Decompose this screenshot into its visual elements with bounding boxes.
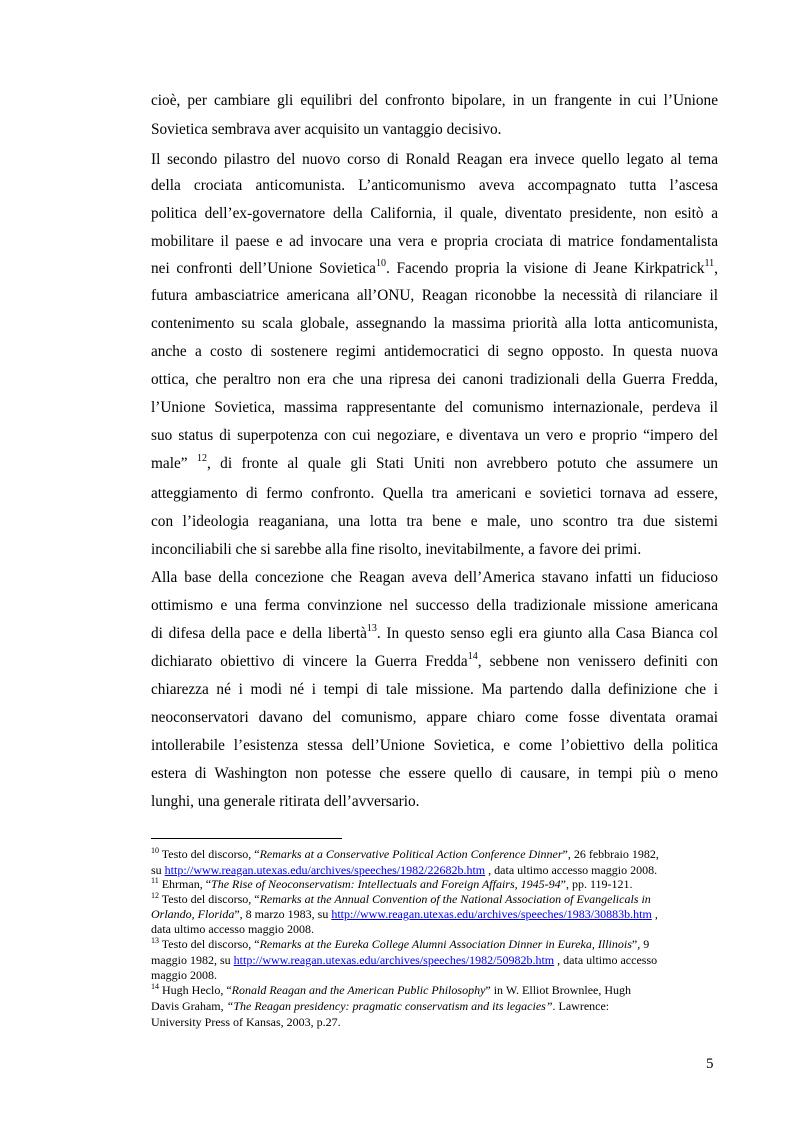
footnote-link[interactable]: http://www.reagan.utexas.edu/archives/speeches/1982/22682b.htm [164,863,486,877]
footnote-text: Testo del discorso, “ [159,847,260,861]
body-line: lunghi, una generale ritirata dell’avversario. [151,793,420,810]
footnote-13-line-2 [151,953,726,967]
body-line [151,624,718,644]
footnote-title: “The Reagan presidency: pragmatic conservatism and its legacies” [226,999,553,1013]
body-line: futura ambasciatrice americana all’ONU, Reagan riconobbe la necessità di rilanciare il [151,287,718,304]
footnote-text: Hugh Heclo, “ [159,983,232,997]
footnote-12-line-2 [151,907,726,921]
footnote-separator [151,838,342,839]
body-line: mobilitare il paese e ad invocare una vera e propria crociata di matrice fondamentalista [151,233,718,250]
footnote-title: Orlando, Florida [151,907,235,921]
body-text-segment: . In questo senso egli era giunto alla Casa Bianca col [376,625,718,642]
body-line: chiarezza né i modi né i tempi di tale missione. Ma partendo dalla definizione che i [151,681,718,698]
body-line: contenimento su scala globale, assegnando la massima priorità alla lotta anticomunista, [151,315,718,332]
footnote-text: ”, 9 [631,937,650,951]
footnote-reference: 12 [196,452,207,464]
footnote-reference: 10 [375,257,386,269]
footnote-reference: 11 [704,257,715,269]
footnote-11-line-1 [151,877,726,891]
body-text-segment: di difesa della pace e della libertà [151,625,367,642]
body-text-segment: , [714,260,718,277]
body-line: anche a costo di sostenere regimi antidemocratici di segno opposto. In questa nuova [151,343,718,360]
footnote-title: Ronald Reagan and the American Public Philosophy [231,983,486,997]
footnote-text: ”, pp. 119-121. [560,877,633,891]
body-text-segment: , sebbene non venissero definiti con [477,653,719,670]
footnote-13-line-3 [151,968,726,982]
body-text-segment: dichiarato obiettivo di vincere la Guerra Fredda [151,653,468,670]
body-line: ottica, che peraltro non era che una ripresa dei canoni tradizionali della Guerra Fredda, [151,371,718,388]
body-line: intollerabile l’esistenza stessa dell’Unione Sovietica, e come l’obiettivo della politica [151,737,718,754]
footnote-number: 13 [151,936,159,945]
footnote-text: . Lawrence: [552,999,610,1013]
body-line: suo status di superpotenza con cui negoziare, e diventava un vero e proprio “impero del [151,427,718,444]
body-line: Alla base della concezione che Reagan aveva dell’America stavano infatti un fiducioso [151,569,718,586]
footnote-12-line-1 [151,892,726,906]
footnote-text: Davis Graham, [151,999,227,1013]
footnote-text: ” in W. Elliot Brownlee, Hugh [485,983,632,997]
body-line: Sovietica sembrava aver acquisito un vantaggio decisivo. [151,121,502,138]
footnote-text: , [651,907,658,921]
body-line: ottimismo e una ferma convinzione nel successo della tradizionale missione americana [151,597,718,614]
footnote-14-line-3 [151,1015,726,1029]
body-line: politica dell’ex-governatore della California, il quale, diventato presidente, non esitò a [151,205,718,222]
footnote-link[interactable]: http://www.reagan.utexas.edu/archives/speeches/1983/30883b.htm [331,907,652,921]
footnote-number: 10 [151,846,159,855]
body-text-segment: , di fronte al quale gli Stati Uniti non avrebbero potuto che assumere un [206,455,718,472]
footnote-text: , data ultimo accesso [554,953,658,967]
footnote-reference: 13 [366,622,377,634]
footnote-text: maggio 2008. [151,968,217,982]
body-line: atteggiamento di fermo confronto. Quella tra americani e sovietici tornava ad essere, [151,485,718,502]
footnote-link[interactable]: http://www.reagan.utexas.edu/archives/speeches/1982/50982b.htm [233,953,555,967]
footnote-number: 11 [151,876,159,885]
body-line: neoconservatori davano del comunismo, appare chiaro come fosse diventata oramai [151,709,718,726]
footnote-14-line-2 [151,999,726,1013]
footnote-text: Testo del discorso, “ [159,937,260,951]
page-number: 5 [706,1056,714,1072]
footnote-text: University Press of Kansas, 2003, p.27. [151,1015,341,1029]
body-line [151,652,718,672]
footnote-title: Remarks at the Eureka College Alumni Association Dinner in Eureka, Illinois [259,937,632,951]
body-text-segment: . Facendo propria la visione di Jeane Kirkpatrick [385,260,705,277]
footnote-title: Remarks at the Annual Convention of the National Association of Evangelicals in [259,892,651,906]
body-line: l’Unione Sovietica, massima rappresentante del comunismo internazionale, perdeva il [151,399,718,416]
footnote-title: The Rise of Neoconservatism: Intellectuals and Foreign Affairs, 1945-94 [211,877,561,891]
body-line: Il secondo pilastro del nuovo corso di Ronald Reagan era invece quello legato al tema [151,151,718,168]
footnote-text: ”, 8 marzo 1983, su [234,907,332,921]
footnote-text: data ultimo accesso maggio 2008. [151,922,314,936]
footnote-text: Testo del discorso, “ [159,892,260,906]
footnote-10-line-2 [151,863,726,877]
footnote-14-line-1 [151,983,726,997]
footnote-reference: 14 [467,650,478,662]
footnote-text: maggio 1982, su [151,953,234,967]
body-line [151,259,718,279]
body-line: della crociata anticomunista. L’anticomunismo aveva accompagnato tutta l’ascesa [151,177,718,194]
footnote-text: ”, 26 febbraio 1982, [562,847,659,861]
body-line: con l’ideologia reaganiana, una lotta tra bene e male, uno scontro tra due sistemi [151,513,718,530]
footnote-12-line-3 [151,922,726,936]
footnote-title: Remarks at a Conservative Political Action Conference Dinner [259,847,563,861]
body-text-segment: male” [151,455,197,472]
footnote-text: su [151,863,165,877]
body-line: inconciliabili che si sarebbe alla fine risolto, inevitabilmente, a favore dei primi. [151,541,642,558]
footnote-text: , data ultimo accesso maggio 2008. [485,863,658,877]
body-line: cioè, per cambiare gli equilibri del confronto bipolare, in un frangente in cui l’Unione [151,92,718,109]
footnote-number: 12 [151,891,159,900]
footnote-13-line-1 [151,937,726,951]
body-line: estera di Washington non potesse che essere quello di causare, in tempi più o meno [151,765,718,782]
footnote-number: 14 [151,982,159,991]
footnote-10-line-1 [151,847,726,861]
footnote-text: Ehrman, “ [158,877,212,891]
body-line [151,454,718,474]
body-text-segment: nei confronti dell’Unione Sovietica [151,260,376,277]
